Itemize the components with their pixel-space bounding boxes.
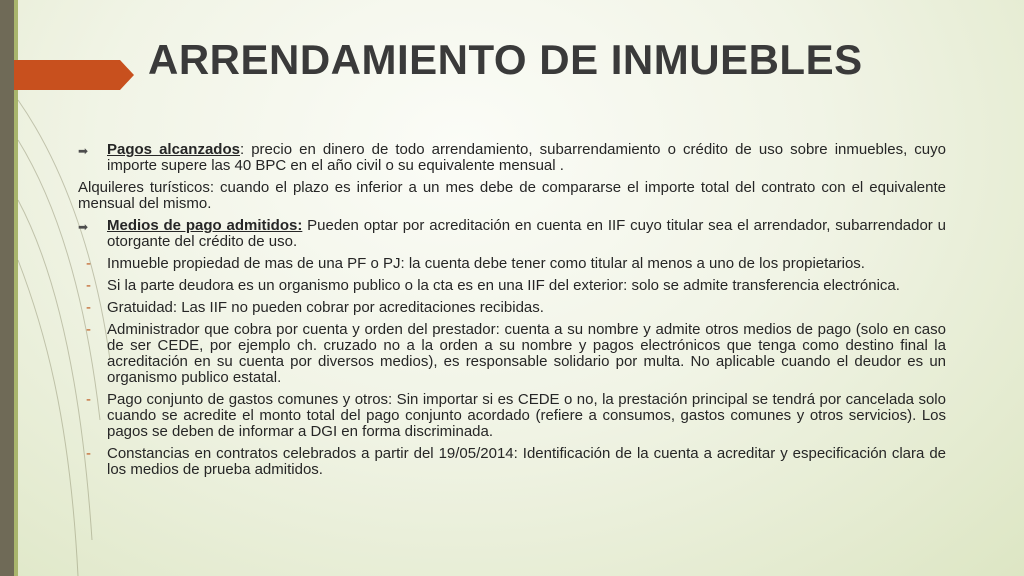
- dash-item-inmueble: [78, 256, 946, 272]
- dash-item-constancias: [78, 446, 946, 478]
- arrow-bullet-icon: ➡: [78, 144, 89, 158]
- slide-title: ARRENDAMIENTO DE INMUEBLES: [148, 36, 863, 83]
- dash-item-text: Gratuidad: Las IIF no pueden cobrar por acreditaciones recibidas.: [107, 299, 544, 316]
- dash-bullet-icon: -: [86, 321, 91, 338]
- bullet-medios-de-pago: [78, 218, 946, 250]
- paragraph-text: Alquileres turísticos: cuando el plazo es inferior a un mes debe de compararse el importe total del contrato con el equivalente mensual del mismo.: [78, 179, 946, 212]
- dash-bullet-icon: -: [86, 299, 91, 316]
- bullet-pagos-alcanzados: [78, 142, 946, 174]
- dash-bullet-icon: -: [86, 277, 91, 294]
- arrow-bullet-icon: ➡: [78, 220, 89, 234]
- left-sidebar-accent: [14, 0, 18, 576]
- bullet-text: Pueden optar por acreditación en cuenta en IIF cuyo titular sea el arrendador, subarrendador u otorgante del crédito de uso.: [107, 217, 946, 250]
- dash-bullet-icon: -: [86, 255, 91, 272]
- dash-item-administrador: [78, 322, 946, 386]
- bullet-text: : precio en dinero de todo arrendamiento, subarrendamiento o crédito de uso sobre inmuebles, cuyo importe supere las 40 BPC en el año civil o su equivalente mensual .: [107, 141, 946, 174]
- slide-content: [78, 142, 946, 484]
- dash-item-text: Pago conjunto de gastos comunes y otros: Sin importar si es CEDE o no, la prestación principal se tendrá por cancelada solo cuando se acredite el monto total del pago conjunto acordado (refiere a consumos, gastos comunes y otros servicios). Los pagos se deben de informar a DGI en forma discriminada.: [107, 391, 946, 440]
- dash-item-text: Administrador que cobra por cuenta y orden del prestador: cuenta a su nombre y admite otros medios de pago (solo en caso de ser CEDE, por ejemplo ch. cruzado no a la orden a su nombre y pagos electrónicos que tenga como destino final la acreditación en su cuenta por diversos medios), es responsable solidario por multa. No aplicable cuando el deudor es un organismo publico estatal.: [107, 321, 946, 386]
- dash-item-pago-conjunto: [78, 392, 946, 440]
- dash-bullet-icon: -: [86, 445, 91, 462]
- dash-item-text: Si la parte deudora es un organismo publico o la cta es en una IIF del exterior: solo se admite transferencia electrónica.: [107, 277, 900, 294]
- dash-bullet-icon: -: [86, 391, 91, 408]
- dash-item-organismo-publico: [78, 278, 946, 294]
- dash-item-gratuidad: [78, 300, 946, 316]
- dash-item-text: Inmueble propiedad de mas de una PF o PJ: la cuenta debe tener como titular al menos a uno de los propietarios.: [107, 255, 865, 272]
- left-sidebar-bar: [0, 0, 14, 576]
- dash-item-text: Constancias en contratos celebrados a partir del 19/05/2014: Identificación de la cuenta a acreditar y especificación clara de los medios de prueba admitidos.: [107, 445, 946, 478]
- bullet-term: Pagos alcanzados: [107, 141, 240, 158]
- paragraph-alquileres-turisticos: [78, 180, 946, 212]
- bullet-term: Medios de pago admitidos:: [107, 217, 303, 234]
